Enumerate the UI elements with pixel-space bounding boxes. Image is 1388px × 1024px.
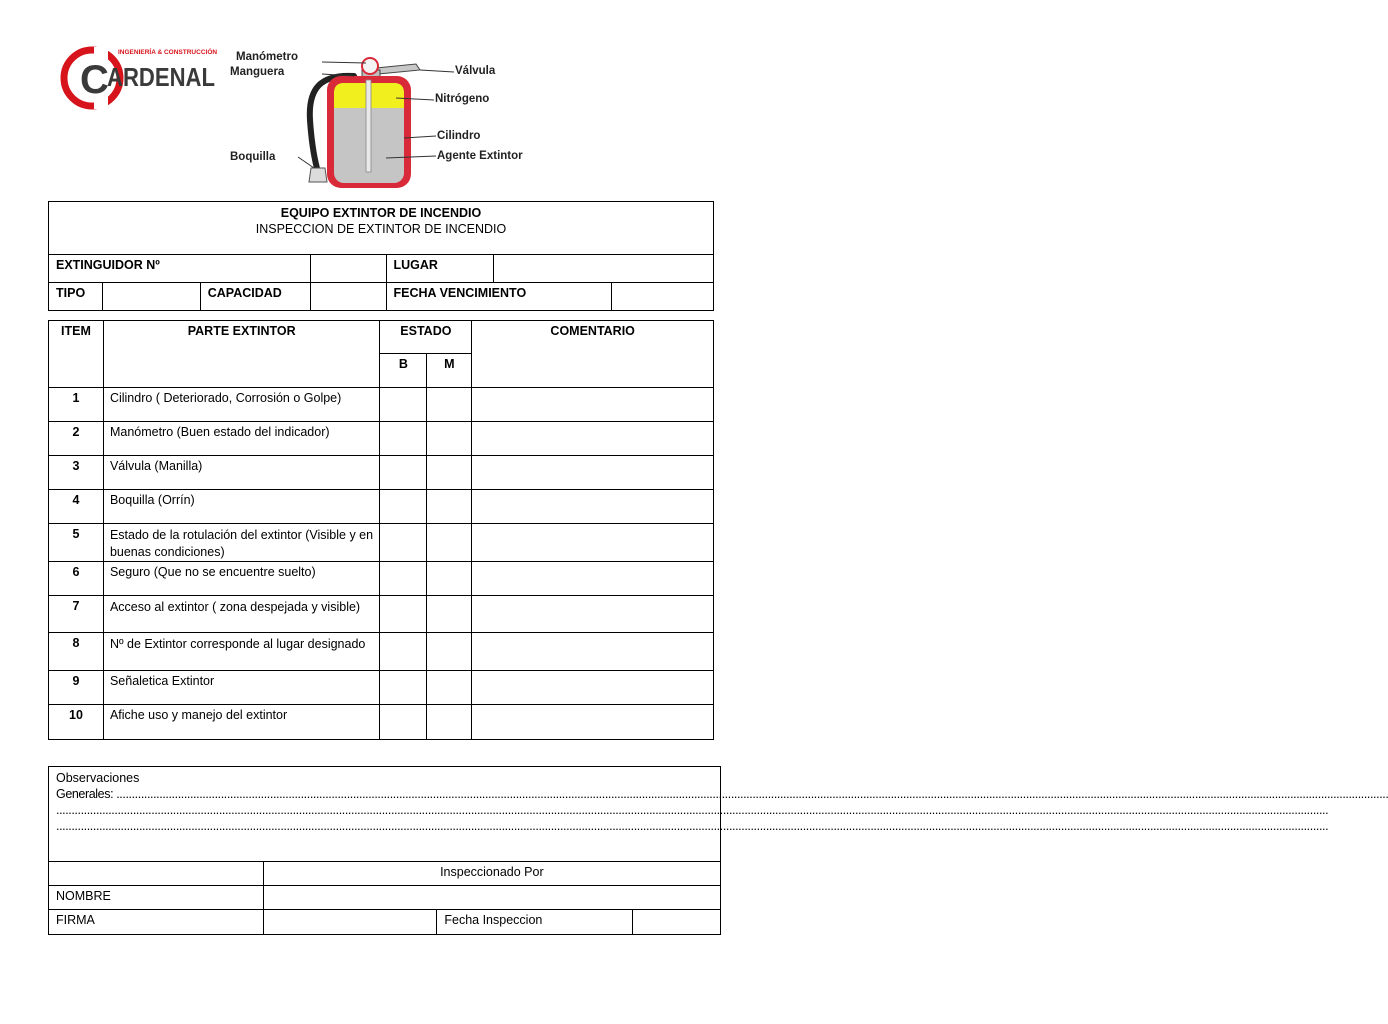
row-estado-b-cell[interactable] bbox=[380, 596, 427, 633]
label-manguera: Manguera bbox=[230, 66, 285, 78]
observaciones-dots-2: .............................................................................................................................................................................................................................................................................................................................................................................................................................. bbox=[56, 803, 1329, 817]
row-estado-m-cell[interactable] bbox=[427, 388, 472, 422]
observaciones-dots-3: .............................................................................................................................................................................................................................................................................................................................................................................................................................. bbox=[56, 819, 1329, 833]
blank-cell bbox=[49, 862, 264, 886]
row-parte: Seguro (Que no se encuentre suelto) bbox=[103, 562, 379, 596]
firma-field[interactable] bbox=[263, 910, 437, 935]
extinguisher-diagram bbox=[226, 50, 571, 188]
firma-label: FIRMA bbox=[49, 910, 264, 935]
table-row bbox=[49, 633, 714, 671]
table-row bbox=[49, 705, 714, 740]
extinguidor-field[interactable] bbox=[310, 255, 386, 283]
label-agente-extintor: Agente Extintor bbox=[437, 150, 523, 162]
fecha-vencimiento-label: FECHA VENCIMIENTO bbox=[386, 283, 612, 311]
nombre-label: NOMBRE bbox=[49, 886, 264, 910]
row-estado-m-cell[interactable] bbox=[427, 705, 472, 740]
nombre-field[interactable] bbox=[263, 886, 720, 910]
row-comentario-cell[interactable] bbox=[472, 671, 714, 705]
capacidad-field[interactable] bbox=[310, 283, 386, 311]
tipo-label: TIPO bbox=[49, 283, 103, 311]
row-estado-m-cell[interactable] bbox=[427, 490, 472, 524]
logo-letter: C bbox=[80, 58, 109, 102]
row-item-number: 8 bbox=[49, 633, 104, 671]
row-comentario-cell[interactable] bbox=[472, 388, 714, 422]
row-estado-b-cell[interactable] bbox=[380, 562, 427, 596]
observations-table bbox=[48, 766, 1388, 935]
label-manometro: Manómetro bbox=[236, 51, 298, 63]
row-estado-m-cell[interactable] bbox=[427, 596, 472, 633]
fecha-vencimiento-field[interactable] bbox=[612, 283, 714, 311]
capacidad-label: CAPACIDAD bbox=[200, 283, 310, 311]
row-estado-m-cell[interactable] bbox=[427, 524, 472, 562]
row-comentario-cell[interactable] bbox=[472, 596, 714, 633]
inspeccionado-por-label: Inspeccionado Por bbox=[263, 862, 720, 886]
row-estado-b-cell[interactable] bbox=[380, 705, 427, 740]
generales-label: Generales: bbox=[56, 787, 114, 801]
row-parte: Válvula (Manilla) bbox=[103, 456, 379, 490]
logo-graphic bbox=[60, 38, 220, 120]
observaciones-label: Observaciones bbox=[56, 771, 140, 785]
header-estado-m: M bbox=[427, 354, 472, 388]
row-estado-b-cell[interactable] bbox=[380, 388, 427, 422]
row-estado-m-cell[interactable] bbox=[427, 562, 472, 596]
lugar-label: LUGAR bbox=[386, 255, 494, 283]
row-comentario-cell[interactable] bbox=[472, 456, 714, 490]
row-parte: Acceso al extintor ( zona despejada y visible) bbox=[103, 596, 379, 633]
header-comentario: COMENTARIO bbox=[472, 321, 714, 388]
table-row bbox=[49, 456, 714, 490]
row-item-number: 7 bbox=[49, 596, 104, 633]
row-estado-b-cell[interactable] bbox=[380, 422, 427, 456]
header-parte-extintor: PARTE EXTINTOR bbox=[103, 321, 379, 388]
row-item-number: 4 bbox=[49, 490, 104, 524]
label-nitrogeno: Nitrógeno bbox=[435, 93, 490, 105]
table-row bbox=[49, 671, 714, 705]
row-parte: Afiche uso y manejo del extintor bbox=[103, 705, 379, 740]
row-estado-m-cell[interactable] bbox=[427, 671, 472, 705]
header-estado: ESTADO bbox=[380, 321, 472, 354]
row-item-number: 9 bbox=[49, 671, 104, 705]
form-title: EQUIPO EXTINTOR DE INCENDIO bbox=[280, 206, 482, 220]
header-item: ITEM bbox=[49, 321, 104, 388]
row-item-number: 5 bbox=[49, 524, 104, 562]
row-comentario-cell[interactable] bbox=[472, 490, 714, 524]
lugar-field[interactable] bbox=[494, 255, 714, 283]
row-comentario-cell[interactable] bbox=[472, 633, 714, 671]
form-subtitle: INSPECCION DE EXTINTOR DE INCENDIO bbox=[255, 222, 507, 236]
label-cilindro: Cilindro bbox=[437, 130, 481, 142]
table-row bbox=[49, 524, 714, 562]
row-comentario-cell[interactable] bbox=[472, 562, 714, 596]
row-estado-b-cell[interactable] bbox=[380, 671, 427, 705]
row-estado-b-cell[interactable] bbox=[380, 490, 427, 524]
row-parte: Estado de la rotulación del extintor (Visible y en buenas condiciones) bbox=[103, 524, 379, 562]
fecha-inspeccion-field[interactable] bbox=[633, 910, 721, 935]
table-row bbox=[49, 596, 714, 633]
row-comentario-cell[interactable] bbox=[472, 524, 714, 562]
row-estado-m-cell[interactable] bbox=[427, 456, 472, 490]
observaciones-cell[interactable] bbox=[49, 767, 1388, 862]
row-estado-b-cell[interactable] bbox=[380, 524, 427, 562]
row-estado-m-cell[interactable] bbox=[427, 422, 472, 456]
label-boquilla: Boquilla bbox=[230, 151, 276, 163]
extinguidor-label: EXTINGUIDOR Nº bbox=[49, 255, 311, 283]
table-row bbox=[49, 422, 714, 456]
logo-name: ARDENAL bbox=[107, 62, 216, 92]
row-item-number: 10 bbox=[49, 705, 104, 740]
row-parte: Cilindro ( Deteriorado, Corrosión o Golpe) bbox=[103, 388, 379, 422]
inspection-checklist-table bbox=[48, 320, 714, 740]
row-parte: Boquilla (Orrín) bbox=[103, 490, 379, 524]
row-item-number: 2 bbox=[49, 422, 104, 456]
row-parte: Manómetro (Buen estado del indicador) bbox=[103, 422, 379, 456]
row-parte: Nº de Extintor corresponde al lugar designado bbox=[103, 633, 379, 671]
row-item-number: 1 bbox=[49, 388, 104, 422]
row-item-number: 6 bbox=[49, 562, 104, 596]
row-comentario-cell[interactable] bbox=[472, 422, 714, 456]
label-valvula: Válvula bbox=[455, 65, 496, 77]
row-estado-m-cell[interactable] bbox=[427, 633, 472, 671]
row-estado-b-cell[interactable] bbox=[380, 456, 427, 490]
tipo-field[interactable] bbox=[102, 283, 200, 311]
logo-tagline: INGENIERÍA & CONSTRUCCIÓN bbox=[118, 49, 218, 56]
header-estado-b: B bbox=[380, 354, 427, 388]
row-item-number: 3 bbox=[49, 456, 104, 490]
table-row bbox=[49, 388, 714, 422]
row-comentario-cell[interactable] bbox=[472, 705, 714, 740]
table-row bbox=[49, 562, 714, 596]
equipment-info-table bbox=[48, 201, 714, 311]
fecha-inspeccion-label: Fecha Inspeccion bbox=[437, 910, 633, 935]
table-row bbox=[49, 490, 714, 524]
company-logo bbox=[60, 38, 220, 120]
row-estado-b-cell[interactable] bbox=[380, 633, 427, 671]
observaciones-dots-1: .............................................................................................................................................................................................................................................................................................................................................................................................................................. bbox=[116, 787, 1388, 801]
form-title-cell bbox=[49, 202, 714, 255]
row-parte: Señaletica Extintor bbox=[103, 671, 379, 705]
